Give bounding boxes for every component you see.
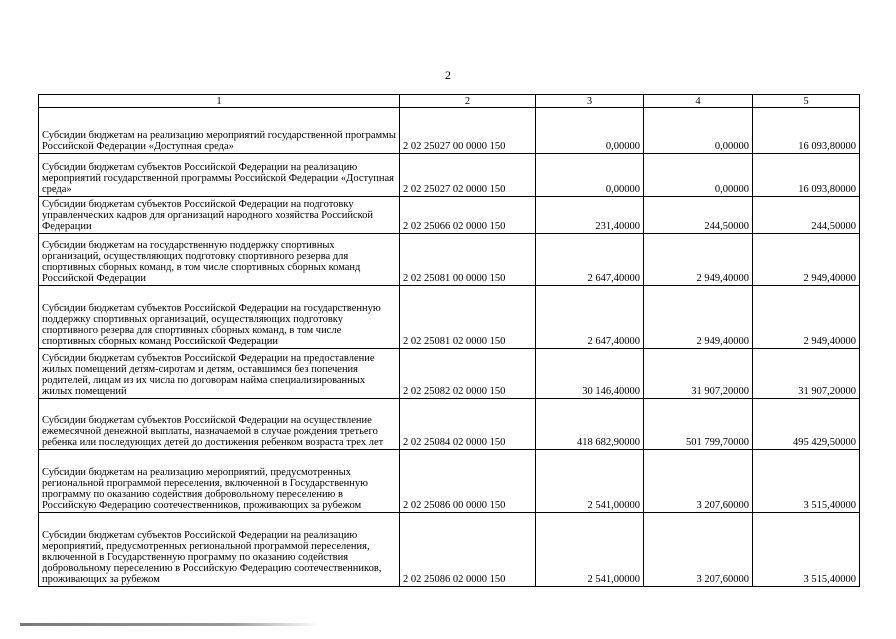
row-value-col5: 244,50000 xyxy=(753,197,860,234)
header-col-3: 3 xyxy=(536,95,644,108)
row-name: Субсидии бюджетам субъектов Российской Федерации на подготовку управленческих кадров для организаций народного хозяйства Российской Федерации xyxy=(39,197,400,234)
row-value-col3: 231,40000 xyxy=(536,197,644,234)
table-row xyxy=(39,108,860,154)
row-code: 2 02 25084 02 0000 150 xyxy=(400,399,536,450)
row-code: 2 02 25086 00 0000 150 xyxy=(400,450,536,513)
row-code: 2 02 25082 02 0000 150 xyxy=(400,349,536,399)
row-value-col3: 30 146,40000 xyxy=(536,349,644,399)
header-col-1: 1 xyxy=(39,95,400,108)
header-col-4: 4 xyxy=(644,95,753,108)
row-code: 2 02 25081 00 0000 150 xyxy=(400,234,536,286)
row-value-col3: 0,00000 xyxy=(536,108,644,154)
row-code: 2 02 25081 02 0000 150 xyxy=(400,286,536,349)
row-value-col5: 3 515,40000 xyxy=(753,450,860,513)
row-value-col4: 0,00000 xyxy=(644,108,753,154)
row-name: Субсидии бюджетам на государственную поддержку спортивных организаций, осуществляющих подготовку спортивного резерва для спортивных сборных команд, в том числе спортивных сборных команд Российской Федерации xyxy=(39,234,400,286)
scan-artifact-line xyxy=(20,623,320,626)
row-value-col4: 501 799,70000 xyxy=(644,399,753,450)
row-value-col3: 2 541,00000 xyxy=(536,513,644,587)
table-row xyxy=(39,286,860,349)
budget-table xyxy=(38,94,860,587)
header-col-2: 2 xyxy=(400,95,536,108)
row-code: 2 02 25066 02 0000 150 xyxy=(400,197,536,234)
row-value-col5: 2 949,40000 xyxy=(753,286,860,349)
row-value-col4: 2 949,40000 xyxy=(644,286,753,349)
table-row xyxy=(39,197,860,234)
row-value-col3: 2 647,40000 xyxy=(536,286,644,349)
header-row xyxy=(39,95,860,108)
row-value-col4: 3 207,60000 xyxy=(644,450,753,513)
table-row xyxy=(39,154,860,197)
row-value-col5: 2 949,40000 xyxy=(753,234,860,286)
row-value-col5: 16 093,80000 xyxy=(753,154,860,197)
table-body xyxy=(39,108,860,587)
row-name: Субсидии бюджетам на реализацию мероприятий государственной программы Российской Федерации «Доступная среда» xyxy=(39,108,400,154)
table-row xyxy=(39,513,860,587)
row-value-col4: 2 949,40000 xyxy=(644,234,753,286)
row-code: 2 02 25027 02 0000 150 xyxy=(400,154,536,197)
row-code: 2 02 25086 02 0000 150 xyxy=(400,513,536,587)
row-value-col4: 0,00000 xyxy=(644,154,753,197)
row-name: Субсидии бюджетам субъектов Российской Федерации на государственную поддержку спортивных организаций, осуществляющих подготовку спортивного резерва для спортивных сборных команд, в том числе спортивных сборных команд Российской Федерации xyxy=(39,286,400,349)
row-value-col3: 2 647,40000 xyxy=(536,234,644,286)
row-value-col5: 16 093,80000 xyxy=(753,108,860,154)
row-value-col4: 244,50000 xyxy=(644,197,753,234)
row-value-col3: 0,00000 xyxy=(536,154,644,197)
row-name: Субсидии бюджетам субъектов Российской Федерации на осуществление ежемесячной денежной выплаты, назначаемой в случае рождения третьего ребенка или последующих детей до достижения ребенком возраста трех лет xyxy=(39,399,400,450)
table-header xyxy=(39,95,860,108)
table-row xyxy=(39,450,860,513)
row-name: Субсидии бюджетам субъектов Российской Федерации на реализацию мероприятий государственной программы Российской Федерации «Доступная среда» xyxy=(39,154,400,197)
row-name: Субсидии бюджетам на реализацию мероприятий, предусмотренных региональной программой переселения, включенной в Государственную программу по оказанию содействия добровольному переселению в Российскую Федерацию соотечественников, проживающих за рубежом xyxy=(39,450,400,513)
row-value-col4: 31 907,20000 xyxy=(644,349,753,399)
table-row xyxy=(39,349,860,399)
row-value-col3: 418 682,90000 xyxy=(536,399,644,450)
header-col-5: 5 xyxy=(753,95,860,108)
table-row xyxy=(39,399,860,450)
row-code: 2 02 25027 00 0000 150 xyxy=(400,108,536,154)
row-value-col5: 3 515,40000 xyxy=(753,513,860,587)
row-value-col5: 31 907,20000 xyxy=(753,349,860,399)
table-row xyxy=(39,234,860,286)
page-number: 2 xyxy=(445,68,451,82)
row-name: Субсидии бюджетам субъектов Российской Федерации на реализацию мероприятий, предусмотренных региональной программой переселения, включенной в Государственную программу по оказанию содействия добровольному переселению в Российскую Федерацию соотечественников, проживающих за рубежом xyxy=(39,513,400,587)
row-name: Субсидии бюджетам субъектов Российской Федерации на предоставление жилых помещений детям-сиротам и детям, оставшимся без попечения родителей, лицам из их числа по договорам найма специализированных жилых помещений xyxy=(39,349,400,399)
row-value-col3: 2 541,00000 xyxy=(536,450,644,513)
row-value-col5: 495 429,50000 xyxy=(753,399,860,450)
row-value-col4: 3 207,60000 xyxy=(644,513,753,587)
